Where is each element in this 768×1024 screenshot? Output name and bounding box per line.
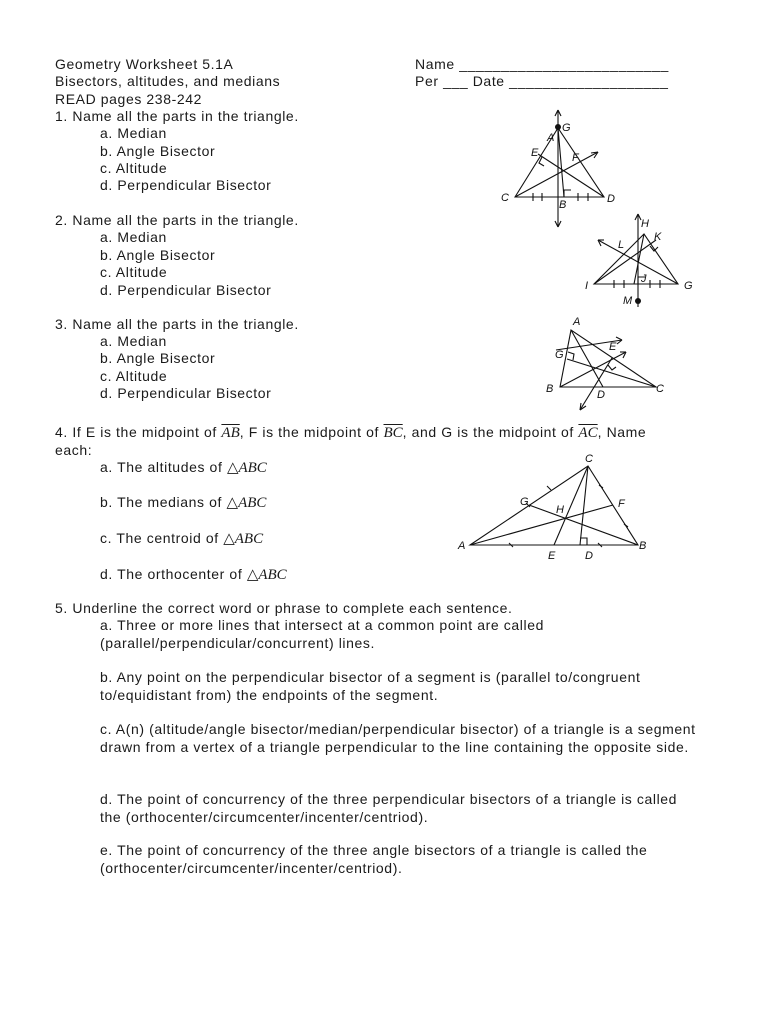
median-from-a [470,505,613,545]
altitude-segment [567,359,656,387]
q4-intro-part1: 4. If E is the midpoint of [55,424,217,440]
reading-assignment: READ pages 238-242 [55,91,202,107]
label-a: A [458,540,466,552]
triangle-symbol: △ [246,567,259,583]
q5-item-e: e. The point of concurrency of the three angle bisectors of a triangle is called the (orthocenter/circumcenter/incenter/centriod). [100,842,648,876]
altitude-from-c [580,466,588,545]
q4-item-d-text: d. The orthocenter of [100,566,243,582]
extended-line [580,358,612,410]
q4-item-medians [100,494,266,512]
segment-ac: $\overline{AC}$ [578,425,598,441]
label-i: I [585,280,589,292]
q2-item-altitude: c. Altitude [100,264,168,280]
altitude-segment [594,240,656,284]
label-b: B [559,199,567,211]
label-e: E [531,147,539,159]
label-c: C [501,192,509,204]
q5-item-b: b. Any point on the perpendicular bisector of a segment is (parallel to/congruent to/equidistant from) the endpoints of the segment. [100,669,641,703]
triangle-outline [560,330,656,387]
q5-prompt: 5. Underline the correct word or phrase to complete each sentence. [55,600,513,616]
triangle-name: ABC [238,460,267,476]
q3-item-angle-bisector: b. Angle Bisector [100,350,216,366]
q1-item-median: a. Median [100,125,167,141]
label-c: C [656,383,664,395]
q4-intro-part4: , Name [597,424,647,440]
q1-item-perp-bisector: d. Perpendicular Bisector [100,177,272,193]
point-g [555,124,561,130]
q4-item-c-text: c. The centroid of [100,530,219,546]
q2-item-perp-bisector: d. Perpendicular Bisector [100,282,272,298]
per-date-field: Per ___ Date ___________________ [415,73,669,89]
label-g: G [520,496,529,508]
label-m: M [623,295,633,307]
triangle-symbol: △ [223,531,235,547]
q3-item-altitude: c. Altitude [100,368,168,384]
label-d: D [607,193,615,205]
triangle-name: ABC [238,495,267,511]
q4-item-a-text: a. The altitudes of [100,459,223,475]
triangle-name: ABC [234,531,264,547]
label-g: G [562,122,571,134]
worksheet-title: Geometry Worksheet 5.1A [55,56,234,72]
label-d: D [597,389,605,401]
q2-item-median: a. Median [100,229,167,245]
label-e: E [548,550,556,562]
q1-prompt: 1. Name all the parts in the triangle. [55,108,299,124]
label-l: L [618,239,625,251]
segment-bc: $\overline{BC}$ [383,425,403,441]
angle-bisector-ray [515,152,598,197]
label-j: J [641,273,647,285]
label-b: B [546,383,554,395]
q1-item-altitude: c. Altitude [100,160,168,176]
label-e: E [609,341,617,353]
q5-item-a: a. Three or more lines that intersect at a common point are called (parallel/perpendicular/concurrent) lines. [100,617,544,651]
label-g: G [555,349,564,361]
figure-2-triangle [580,208,700,312]
figure-4-triangle [450,448,660,566]
label-d: D [585,550,593,562]
label-h: H [641,218,649,230]
q3-item-perp-bisector: d. Perpendicular Bisector [100,385,272,401]
triangle-name: ABC [258,567,287,583]
figure-3-triangle [540,312,675,416]
triangle-symbol: △ [226,495,239,511]
label-c: C [585,453,593,465]
q4-item-b-text: b. The medians of [100,494,223,510]
q4-item-centroid [100,530,263,548]
q4-item-altitudes [100,459,267,477]
q4-intro-part2: , F is the midpoint of [239,424,379,440]
label-g: G [684,280,693,292]
q5-item-d: d. The point of concurrency of the three perpendicular bisectors of a triangle is called the (orthocenter/circumcenter/incenter/centriod). [100,791,678,825]
label-b: B [639,540,647,552]
q4-intro-each: each: [55,442,93,458]
worksheet-subtitle: Bisectors, altitudes, and medians [55,73,281,89]
q4-item-orthocenter [100,566,287,584]
median-segment [558,128,564,197]
label-h: H [556,504,564,516]
label-f: F [618,498,625,510]
q2-item-angle-bisector: b. Angle Bisector [100,247,216,263]
label-f: F [572,152,579,164]
q3-item-median: a. Median [100,333,167,349]
triangle-symbol: △ [226,460,239,476]
q3-prompt: 3. Name all the parts in the triangle. [55,316,299,332]
label-k: K [654,231,662,243]
q5-item-c: c. A(n) (altitude/angle bisector/median/perpendicular bisector) of a triangle is a segment drawn from a vertex of a triangle perpendicular to the line containing the opposite side. [100,721,696,755]
segment-ab: $\overline{AB}$ [221,425,240,441]
q2-prompt: 2. Name all the parts in the triangle. [55,212,299,228]
triangle-outline [515,128,604,197]
q4-intro-part3: , and G is the midpoint of [402,424,574,440]
point-m [635,298,641,304]
label-a: A [573,316,581,328]
name-field: Name _________________________ [415,56,669,72]
label-a: A [547,132,555,144]
q4-intro [55,424,646,442]
q1-item-angle-bisector: b. Angle Bisector [100,143,216,159]
